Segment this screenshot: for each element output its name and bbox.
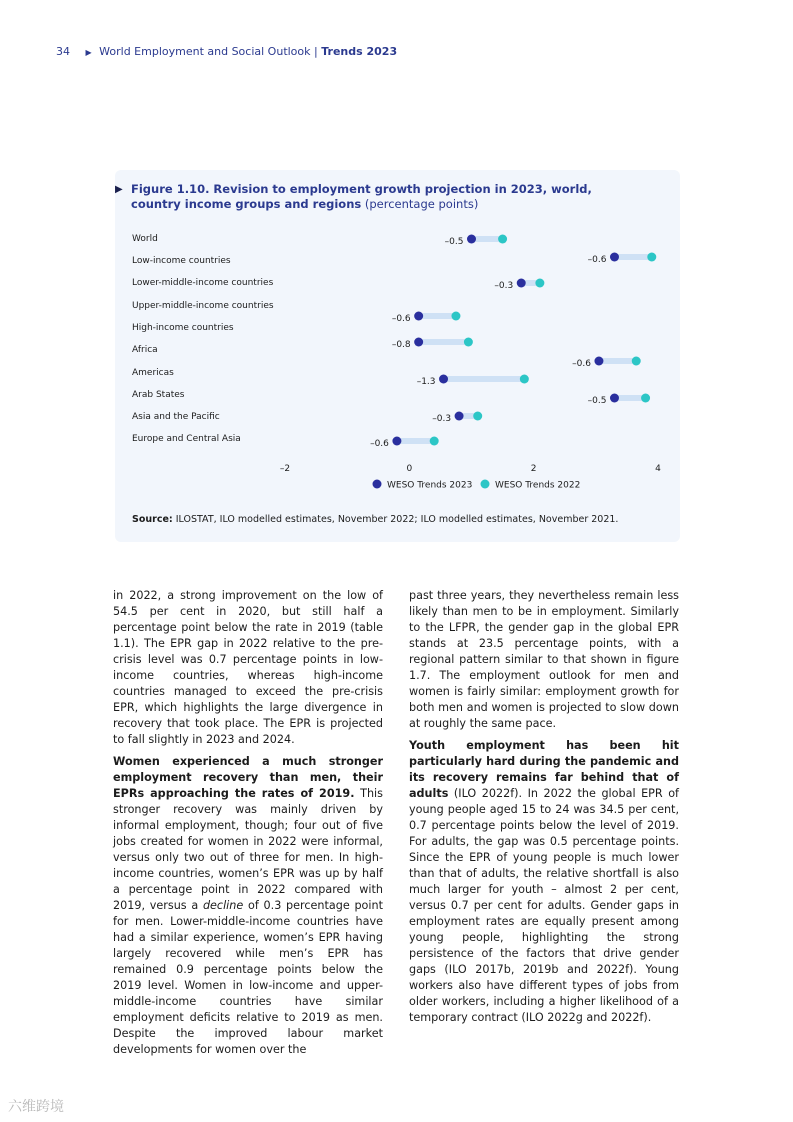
x-tick-label: 4 <box>655 464 661 474</box>
header-separator: | <box>314 45 318 58</box>
watermark-logo: 六维跨境 <box>8 1099 64 1115</box>
point-trends-2023 <box>594 357 603 366</box>
figure-unit: (percentage points) <box>364 197 479 211</box>
paragraph: in 2022, a strong improvement on the low of 54.5 per cent in 2020, but still half a percentage point below the rate in 2019 (table 1.1). The EPR gap in 2022 relative to the pre-crisis level was 0.7 percentage points in low-income countries, whereas high-income countries managed to exceed the pre-crisis EPR, which highlights the large divergence in recovery that took place. The EPR is projected to fall slightly in 2023 and 2024. <box>113 589 383 746</box>
point-trends-2023 <box>610 253 619 262</box>
point-trends-2022 <box>451 312 460 321</box>
point-trends-2023 <box>414 312 423 321</box>
revision-data-label: –0.6 <box>391 314 411 324</box>
edition-title: Trends 2023 <box>321 45 398 58</box>
point-trends-2022 <box>464 338 473 347</box>
paragraph-lead: Youth employment has been hit particularly hard during the pandemic and its recovery remains far behind that of adults <box>409 739 679 800</box>
category-label: Americas <box>132 368 174 378</box>
paragraph: Women experienced a much stronger employment recovery than men, their EPRs approaching the rates of 2019. This stronger recovery was mainly driven by informal employment, though; four out of five jobs created for women in 2022 were informal, versus only two out of three for men. In high-income countries, women’s EPR was up by half a percentage point in 2022 compared with 2019, versus a decline of 0.3 percentage point for men. Lower-middle-income countries have had a similar experience, women’s EPR having largely recovered while men’s EPR has remained 0.9 percentage points below the 2019 level. Women in low-income and upper-middle-income countries have similar employment deficits relative to 2019 as men. Despite the improved labour market developments for women over the <box>113 755 383 1056</box>
point-trends-2023 <box>455 412 464 421</box>
legend-label: WESO Trends 2022 <box>495 480 581 491</box>
revision-data-label: –1.3 <box>416 377 436 387</box>
point-trends-2023 <box>439 375 448 384</box>
category-label: Upper-middle-income countries <box>132 301 274 311</box>
dumbbell-chart <box>115 170 680 510</box>
point-trends-2022 <box>430 437 439 446</box>
revision-data-label: –0.5 <box>444 237 464 247</box>
point-trends-2023 <box>392 437 401 446</box>
revision-data-label: –0.5 <box>587 396 607 406</box>
category-label: Low-income countries <box>132 256 231 266</box>
point-trends-2023 <box>517 279 526 288</box>
figure-title-text: Figure 1.10. Revision to employment growth projection in 2023, world, country income groups and regions <box>131 182 592 211</box>
paragraph-lead: Women experienced a much stronger employment recovery than men, their EPRs approaching the rates of 2019. <box>113 755 383 800</box>
publication-title: World Employment and Social Outlook <box>99 45 311 58</box>
revision-data-label: –0.6 <box>587 255 607 265</box>
x-tick-label: 2 <box>530 464 537 474</box>
category-label: Asia and the Pacific <box>132 412 220 422</box>
paragraph: Youth employment has been hit particularly hard during the pandemic and its recovery remains far behind that of adults (ILO 2022f). In 2022 the global EPR of young people aged 15 to 24 was 34.5 per cent, 0.7 percentage points below the level of 2019. For adults, the gap was 0.5 percentage points. Since the EPR of young people is much lower than that of adults, the relative shortfall is also much larger for youth – almost 2 per cent, versus 0.7 per cent for adults. Gender gaps in employment rates are equally present among young people, highlighting the strong persistence of the factors that drive gender gaps (ILO 2017b, 2019b and 2022f). Young workers also have different types of jobs from older workers, including a higher likelihood of a temporary contract (ILO 2022g and 2022f). <box>409 739 679 1024</box>
source-label: Source: <box>132 514 173 525</box>
revision-data-label: –0.3 <box>432 414 452 424</box>
category-label: High-income countries <box>132 323 234 333</box>
revision-data-label: –0.6 <box>572 359 591 369</box>
category-label: Lower-middle-income countries <box>132 278 274 288</box>
running-header <box>56 45 397 58</box>
category-label: Africa <box>132 345 158 355</box>
page-number: 34 <box>56 45 70 58</box>
text-column-right <box>409 588 679 1032</box>
category-label: Arab States <box>132 390 185 400</box>
point-trends-2023 <box>610 394 619 403</box>
source-text: ILOSTAT, ILO modelled estimates, November 2022; ILO modelled estimates, November 2021. <box>172 514 619 525</box>
point-trends-2022 <box>632 357 641 366</box>
revision-data-label: –0.6 <box>370 439 389 449</box>
text-column-left <box>113 588 383 1064</box>
point-trends-2022 <box>535 279 544 288</box>
paragraph: past three years, they nevertheless remain less likely than men to be in employment. Similarly to the LFPR, the gender gap in the global EPR stands at 23.5 percentage points, with a regional pattern similar to that shown in figure 1.7. The employment outlook for men and women is fairly similar: employment growth for both men and women is projected to slow down at roughly the same pace. <box>409 589 679 730</box>
legend-swatch-2023 <box>373 480 382 489</box>
point-trends-2022 <box>473 412 482 421</box>
legend-label: WESO Trends 2023 <box>387 480 473 491</box>
point-trends-2022 <box>520 375 529 384</box>
triangle-icon: ▶ <box>85 48 92 57</box>
triangle-icon: ▶ <box>115 184 123 195</box>
point-trends-2023 <box>467 235 476 244</box>
point-trends-2022 <box>498 235 507 244</box>
x-tick-label: –2 <box>279 464 291 474</box>
point-trends-2022 <box>641 394 650 403</box>
point-trends-2022 <box>647 253 656 262</box>
category-label: World <box>132 234 158 244</box>
figure-panel <box>115 170 680 542</box>
revision-data-label: –0.3 <box>494 281 514 291</box>
legend-swatch-2022 <box>481 480 490 489</box>
point-trends-2023 <box>414 338 423 347</box>
x-tick-label: 0 <box>406 464 413 474</box>
figure-source <box>132 514 618 525</box>
category-label: Europe and Central Asia <box>132 434 241 444</box>
revision-data-label: –0.8 <box>391 340 411 350</box>
